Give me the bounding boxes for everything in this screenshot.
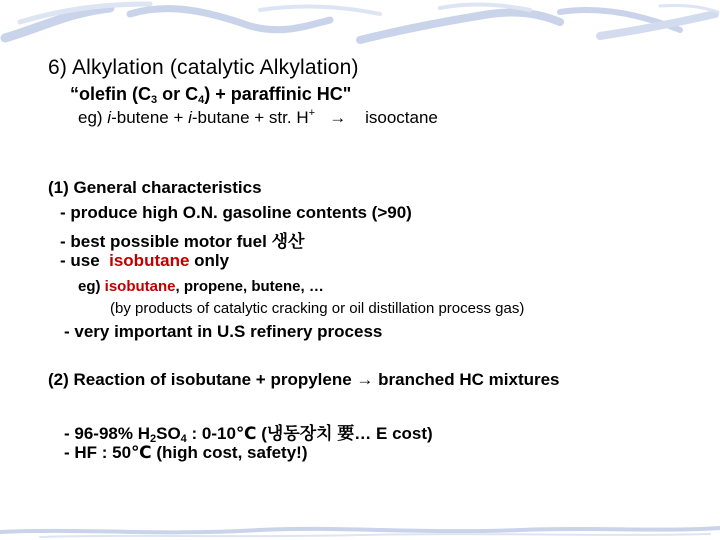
olefin-paraffin-line: “olefin ($C_3$ or $C_4$) + paraffinic HC" (70, 84, 352, 106)
bullet-use-isobutane: - use isobutane only (60, 251, 230, 270)
reaction-arrow: → isooctane (315, 108, 438, 127)
isobutane-highlight: isobutane (109, 251, 190, 270)
slide-title: 6) Alkylation (catalytic Alkylation) (48, 56, 359, 79)
section-reaction-heading: (2) Reaction of isobutane + propylene → branched HC mixtures (48, 370, 560, 389)
bullet-us-refinery: - very important in U.S refinery process (64, 322, 383, 341)
catalyst-sulfuric-acid: - 96-98% $H_2SO_4$ : 0-10℃ (냉동장치 要… E cost) (64, 424, 433, 445)
section-general-characteristics-heading: (1) General characteristics (48, 178, 262, 197)
byproducts-note: (by products of catalytic cracking or oil distillation process gas) (110, 300, 525, 317)
bullet-motor-fuel: - best possible motor fuel 생산 (60, 232, 305, 251)
catalyst-hf: - HF : 50℃ (high cost, safety!) (64, 443, 308, 462)
example-reaction-line: eg) i-butene + i-butane + str. H+ → isooctane (78, 107, 438, 127)
isobutane-highlight: isobutane (104, 278, 176, 295)
bullet-high-on-gasoline: - produce high O.N. gasoline contents (>90) (60, 203, 412, 222)
top-brush-decoration (0, 0, 720, 50)
example-feedstocks: eg) isobutane, propene, butene, … (78, 278, 324, 295)
bottom-brush-decoration (0, 510, 720, 540)
